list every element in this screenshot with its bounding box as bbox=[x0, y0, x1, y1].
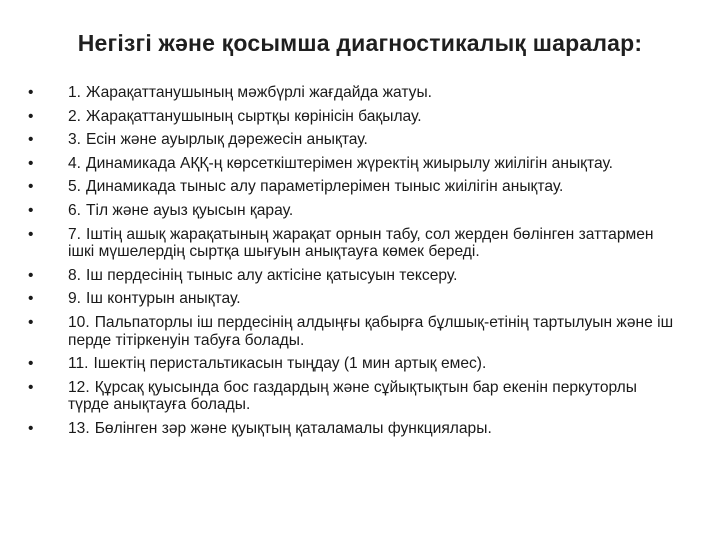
bullet-icon: • bbox=[28, 419, 34, 437]
item-text: Іштің ашық жарақатының жарақат орнын табу, сол жерден бөлінген заттармен ішкі мүшелердің сыртқа шығуын анықтауға көмек береді. bbox=[68, 225, 654, 261]
bullet-icon: • bbox=[28, 131, 34, 149]
bullet-icon: • bbox=[28, 107, 34, 125]
diagnostic-measures-list bbox=[0, 84, 676, 444]
list-item bbox=[0, 84, 676, 102]
item-text: Есін және ауырлық дәрежесін анықтау. bbox=[86, 131, 368, 149]
bullet-icon: • bbox=[28, 225, 34, 243]
item-number: 2. bbox=[68, 107, 82, 125]
bullet-icon: • bbox=[28, 201, 34, 219]
item-text: Динамикада тыныс алу параметірлерімен тыныс жиілігін анықтау. bbox=[86, 178, 564, 196]
bullet-icon: • bbox=[28, 178, 34, 196]
item-number: 13. bbox=[68, 419, 90, 437]
item-number: 10. bbox=[68, 313, 90, 331]
list-item bbox=[0, 420, 676, 438]
bullet-icon: • bbox=[28, 154, 34, 172]
bullet-icon: • bbox=[28, 84, 34, 101]
item-text: Құрсақ қуысында бос газдардың және сұйықтықтын бар екенін перкуторлы түрде анықтауға болады. bbox=[68, 378, 637, 414]
list-item bbox=[0, 290, 676, 308]
item-number: 7. bbox=[68, 225, 82, 243]
item-number: 5. bbox=[68, 178, 82, 196]
item-number: 4. bbox=[68, 154, 82, 172]
item-text: Пальпаторлы іш пердесінің алдыңғы қабырға бұлшық-етінің тартылуын және іш перде тітіркенуін табуға болады. bbox=[68, 313, 674, 349]
item-number: 6. bbox=[68, 201, 82, 219]
item-number: 11. bbox=[68, 355, 89, 373]
list-item bbox=[0, 355, 676, 373]
bullet-icon: • bbox=[28, 266, 34, 284]
item-text: Динамикада АҚҚ-ң көрсеткіштерімен жүректің жиырылу жиілігін анықтау. bbox=[86, 154, 614, 172]
item-number: 1. bbox=[68, 84, 82, 101]
list-item bbox=[0, 108, 676, 126]
item-text: Тіл және ауыз қуысын қарау. bbox=[86, 201, 294, 219]
item-text: Жарақаттанушының мәжбүрлі жағдайда жатуы. bbox=[86, 84, 432, 101]
list-item bbox=[0, 155, 676, 173]
item-number: 8. bbox=[68, 266, 82, 284]
list-item bbox=[0, 226, 676, 261]
item-text: Іш контурын анықтау. bbox=[86, 290, 241, 308]
list-item bbox=[0, 314, 676, 349]
list-item bbox=[0, 379, 676, 414]
item-number: 3. bbox=[68, 131, 82, 149]
bullet-icon: • bbox=[28, 378, 34, 396]
item-text: Іш пердесінің тыныс алу актісіне қатысуын тексеру. bbox=[86, 266, 458, 284]
list-item bbox=[0, 202, 676, 220]
list-item bbox=[0, 131, 676, 149]
item-text: Жарақаттанушының сыртқы көрінісін бақылау. bbox=[86, 107, 422, 125]
list-item bbox=[0, 267, 676, 285]
bullet-icon: • bbox=[28, 355, 34, 373]
slide-title: Негізгі және қосымша диагностикалық шаралар: bbox=[77, 30, 643, 56]
item-number: 9. bbox=[68, 290, 82, 308]
bullet-icon: • bbox=[28, 290, 34, 308]
list-item bbox=[0, 178, 676, 196]
item-text: Ішектің перистальтикасын тыңдау (1 мин артық емес). bbox=[93, 355, 487, 373]
bullet-icon: • bbox=[28, 313, 34, 331]
item-text: Бөлінген зәр және қуықтың қаталамалы функциялары. bbox=[94, 419, 492, 437]
item-number: 12. bbox=[68, 378, 90, 396]
